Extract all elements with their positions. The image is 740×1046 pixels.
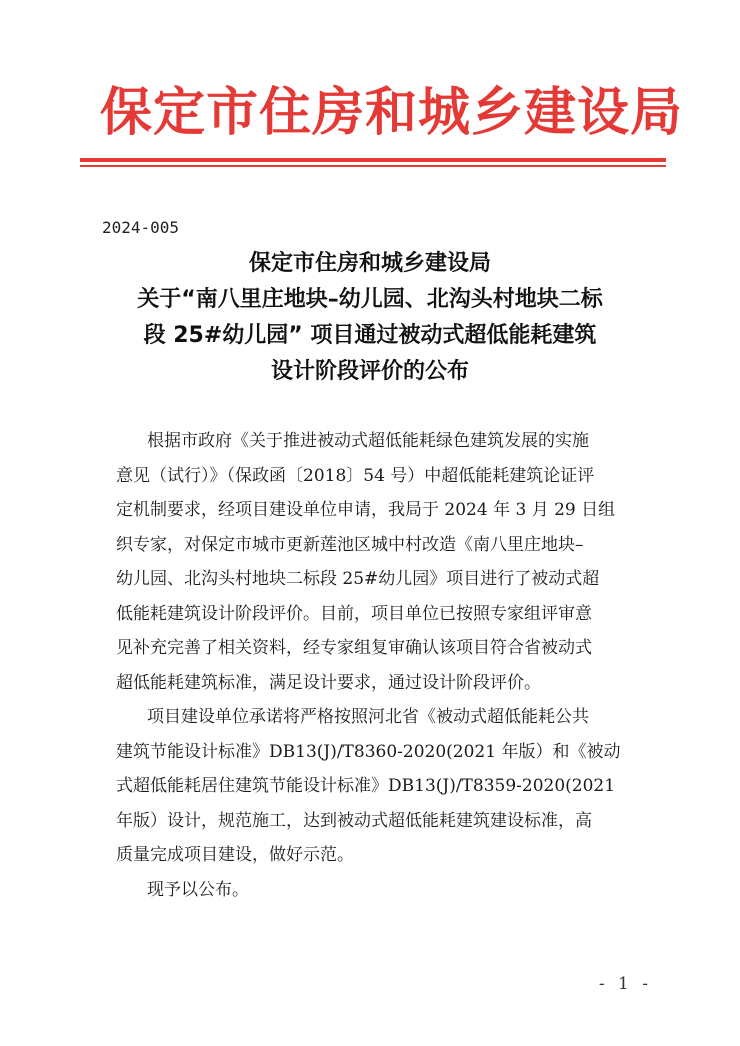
paragraph-line: 幼儿园、北沟头村地块二标段 25#幼儿园》项目进行了被动式超 bbox=[116, 569, 600, 589]
title-line: 段 25#幼儿园” 项目通过被动式超低能耗建筑 bbox=[143, 323, 597, 348]
title-line: 保定市住房和城乡建设局 bbox=[248, 251, 491, 276]
masthead-rule-thin bbox=[80, 165, 666, 167]
paragraph-line: 建筑节能设计标准》DB13(J)/T8360-2020(2021 年版）和《被动 bbox=[116, 741, 621, 762]
document-number: 2024-005 bbox=[102, 218, 180, 237]
title-line: 设计阶段评价的公布 bbox=[270, 359, 469, 384]
paragraph-line: 意见（试行）》（保政函〔2018〕54 号）中超低能耗建筑论证评 bbox=[116, 465, 595, 486]
title-line: 关于“南八里庄地块–幼儿园、北沟头村地块二标 bbox=[137, 287, 603, 312]
paragraph-line: 低能耗建筑设计阶段评价。目前，项目单位已按照专家组评审意 bbox=[116, 603, 592, 624]
paragraph-line: 质量完成项目建设，做好示范。 bbox=[116, 845, 354, 865]
paragraph-line: 超低能耗建筑标准，满足设计要求，通过设计阶段评价。 bbox=[116, 672, 541, 693]
masthead-title: 保定市住房和城乡建设局 bbox=[100, 83, 684, 143]
paragraph-line: 根据市政府《关于推进被动式超低能耗绿色建筑发展的实施 bbox=[147, 431, 589, 451]
paragraph-line: 见补充完善了相关资料，经专家组复审确认该项目符合省被动式 bbox=[116, 638, 592, 658]
paragraph-line: 定机制要求，经项目建设单位申请，我局于 2024 年 3 月 29 日组 bbox=[116, 500, 616, 520]
paragraph-line: 年版）设计，规范施工，达到被动式超低能耗建筑建设标准，高 bbox=[116, 810, 592, 831]
closing-line: 现予以公布。 bbox=[147, 879, 249, 900]
paragraph-line: 织专家，对保定市城市更新莲池区城中村改造《南八里庄地块– bbox=[116, 534, 584, 555]
masthead-rule-thick bbox=[80, 158, 666, 162]
document-body bbox=[116, 424, 652, 907]
paragraph-line: 项目建设单位承诺将严格按照河北省《被动式超低能耗公共 bbox=[147, 707, 589, 727]
page-number: - 1 - bbox=[598, 974, 652, 994]
paragraph-line: 式超低能耗居住建筑节能设计标准》DB13(J)/T8359-2020(2021 bbox=[116, 776, 616, 796]
document-title bbox=[90, 246, 650, 390]
